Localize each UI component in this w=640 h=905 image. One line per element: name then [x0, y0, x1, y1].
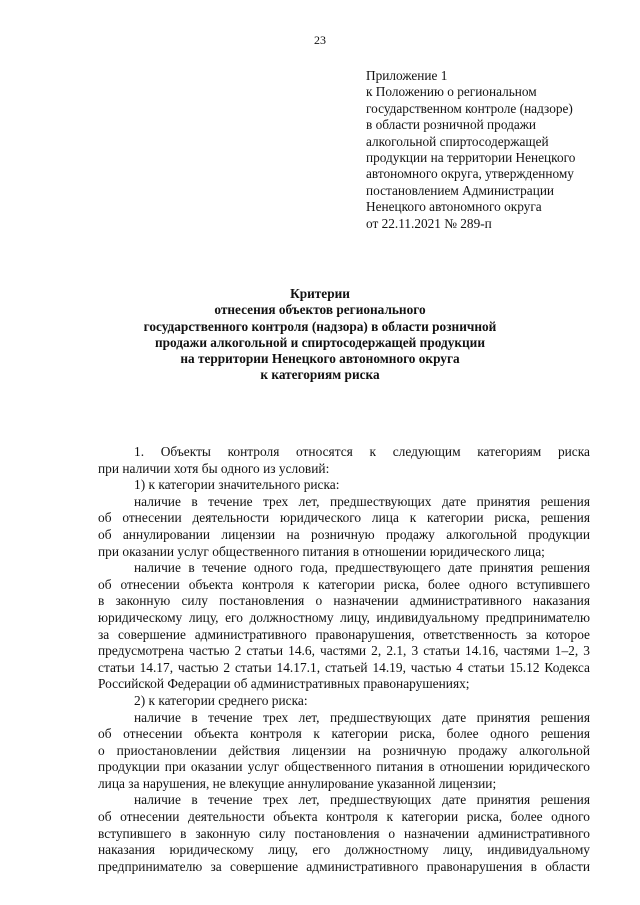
body-line: предпринимателю за совершение административного правонарушения в области [98, 858, 590, 874]
appendix-line: в области розничной продажи [366, 117, 537, 133]
body-line: статьи 14.17, частью 2 статьи 14.17.1, статьей 14.19, частью 4 статьи 15.12 Кодекса [98, 659, 590, 675]
appendix-line: Приложение 1 [366, 68, 448, 83]
body-line: вступившего в законную силу постановления о назначении административного [98, 825, 590, 841]
title-line: Критерии [290, 286, 350, 301]
page-number: 23 [314, 33, 326, 47]
body-line: наличие в течение трех лет, предшествующих дате принятия решения [134, 709, 590, 725]
appendix-line: от 22.11.2021 № 289-п [366, 215, 492, 231]
body-line: наличие в течение трех лет, предшествующих дате принятия решения [134, 792, 590, 808]
appendix-line: Ненецкого автономного округа [366, 199, 542, 215]
appendix-line: государственном контроле (надзоре) [366, 100, 573, 116]
title-line: отнесения объектов регионального [214, 302, 426, 318]
body-line: 1) к категории значительного риска: [134, 477, 340, 493]
body-line: при оказании услуг общественного питания в отношении юридического лица; [98, 543, 545, 559]
appendix-line: продукции на территории Ненецкого [366, 150, 576, 166]
title-line: к категориям риска [260, 367, 380, 383]
body-line: Российской Федерации об административных правонарушениях; [98, 676, 470, 692]
body-line: юридическому лицу, его должностному лицу, индивидуальному предпринимателю [98, 609, 590, 625]
document-body [98, 444, 590, 875]
appendix-header [366, 68, 616, 232]
document-title [0, 286, 640, 384]
body-line: об отнесении объекта контроля к категории риска, более одного решения [98, 726, 590, 742]
body-line: предусмотрена частью 2 статьи 14.6, частями 2, 2.1, 3 статьи 14.16, частями 1–2, 3 [98, 643, 590, 659]
appendix-line: постановлением Администрации [366, 182, 555, 198]
title-line: государственного контроля (надзора) в области розничной [143, 318, 497, 334]
body-line: лица за нарушения, не влекущие аннулирование указанной лицензии; [98, 775, 497, 791]
body-line: за совершение административного правонарушения, ответственность за которое [98, 626, 590, 642]
title-line: продажи алкогольной и спиртосодержащей продукции [154, 334, 486, 350]
body-line: в законную силу постановления о назначении административного наказания [98, 593, 590, 609]
body-line: об отнесении объекта контроля к категории риска, более одного вступившего [98, 576, 590, 592]
appendix-line: алкогольной спиртосодержащей [366, 133, 549, 149]
body-line: при наличии хотя бы одного из условий: [98, 460, 330, 476]
body-line: об аннулировании лицензии на розничную продажу алкогольной продукции [98, 526, 590, 542]
appendix-line: автономного округа, утвержденному [366, 166, 574, 182]
body-line: наличие в течение одного года, предшествующего дате принятия решения [134, 560, 590, 576]
body-line: наказания юридическому лицу, его должностному лицу, индивидуальному [98, 842, 590, 858]
body-line: наличие в течение трех лет, предшествующих дате принятия решения [134, 493, 590, 509]
body-line: об отнесении деятельности объекта контроля к категории риска, более одного [98, 809, 590, 825]
body-line: о приостановлении действия лицензии на розничную продажу алкогольной [98, 742, 590, 758]
body-line: 1. Объекты контроля относятся к следующим категориям риска [134, 444, 590, 459]
appendix-line: к Положению о региональном [366, 84, 537, 100]
body-line: продукции при оказании услуг общественного питания в отношении юридического [98, 759, 590, 775]
body-line: 2) к категории среднего риска: [134, 692, 308, 708]
title-line: на территории Ненецкого автономного округа [180, 351, 460, 367]
body-line: об отнесении деятельности юридического лица к категории риска, решения [98, 510, 590, 526]
